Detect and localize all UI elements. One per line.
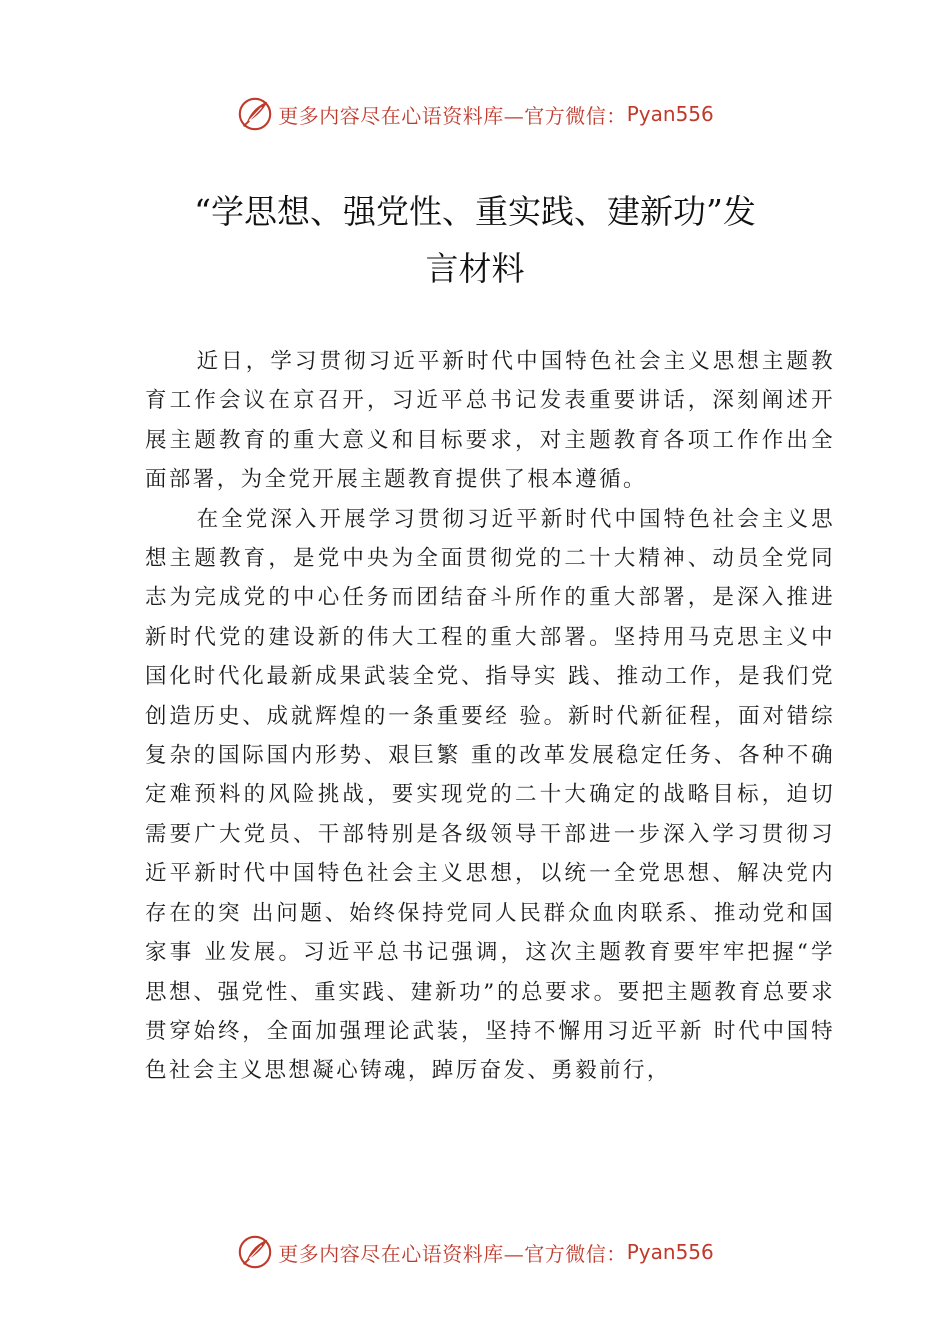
title-line-1: “学思想、强党性、重实践、建新功”发: [194, 192, 756, 231]
feather-pen-icon: [236, 1233, 274, 1271]
header-text: 更多内容尽在心语资料库—官方微信：: [278, 103, 627, 128]
footer-text: 更多内容尽在心语资料库—官方微信：: [278, 1241, 627, 1266]
feather-pen-icon: [236, 95, 274, 133]
document-body: [145, 342, 835, 1091]
header-wechat-id: Pyan556: [626, 102, 714, 126]
header-banner: [0, 92, 950, 136]
paragraph-1: 近日，学习贯彻习近平新时代中国特色社会主义思想主题教育工作会议在京召开，习近平总书记发表重要讲话，深刻阐述开展主题教育的重大意义和目标要求，对主题教育各项工作作出全面部署，为全党开展主题教育提供了根本遵循。: [145, 349, 835, 493]
paragraph-2: 在全党深入开展学习贯彻习近平新时代中国特色社会主义思想主题教育，是党中央为全面贯彻党的二十大精神、动员全党同志为完成党的中心任务而团结奋斗所作的重大部署，是深入推进新时代党的建设新的伟大工程的重大部署。坚持用马克思主义中国化时代化最新成果武装全党、指导实 践、推动工作，是我们党创造历史、成就辉煌的一条重要经 验。新时代新征程，面对错综复杂的国际国内形势、艰巨繁 重的改革发展稳定任务、各种不确定难预料的风险挑战，要实现党的二十大确定的战略目标，迫切需要广大党员、干部特别是各级领导干部进一步深入学习贯彻习近平新时代中国特色社会主义思想，以统一全党思想、解决党内存在的突 出问题、始终保持党同人民群众血肉联系、推动党和国家事 业发展。习近平总书记强调，这次主题教育要牢牢把握“学 思想、强党性、重实践、建新功”的总要求。要把主题教育总要求贯穿始终，全面加强理论武装，坚持不懈用习近平新 时代中国特色社会主义思想凝心铸魂，踔厉奋发、勇毅前行，: [145, 506, 835, 1084]
footer-banner: [0, 1230, 950, 1274]
footer-wechat-id: Pyan556: [626, 1240, 714, 1264]
document-title: [140, 183, 810, 297]
title-line-2: 言材料: [425, 249, 525, 288]
